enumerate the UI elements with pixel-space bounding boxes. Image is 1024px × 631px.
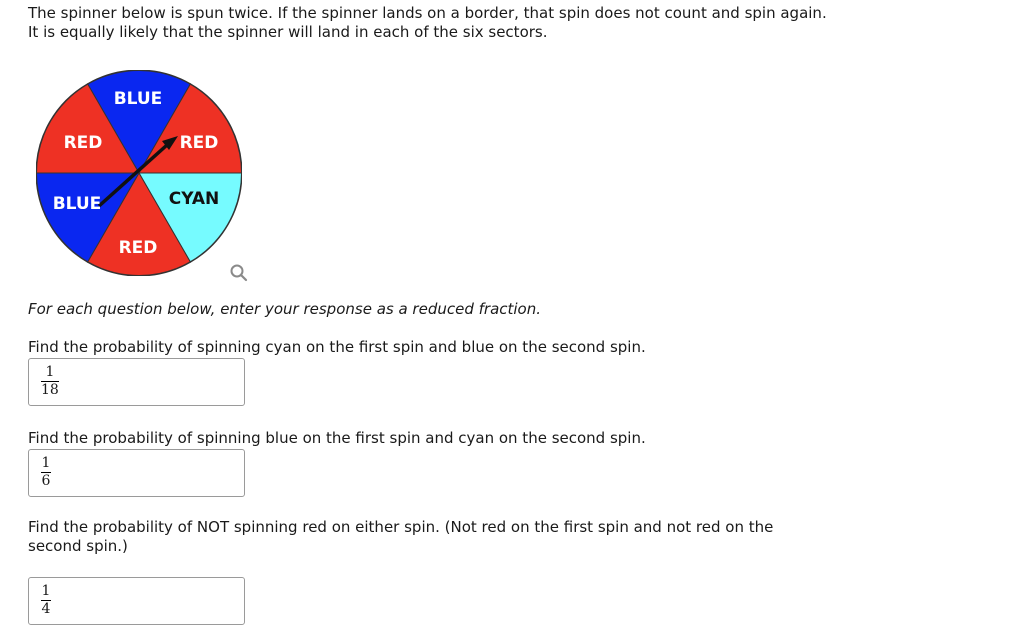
problem-intro xyxy=(28,4,827,42)
answer-fraction-2 xyxy=(41,456,51,489)
sector-label-red-upper-left: RED xyxy=(63,133,103,153)
sector-label-blue-left: BLUE xyxy=(52,194,102,214)
sector-label-blue-top: BLUE xyxy=(113,89,163,109)
answer-2-numerator: 1 xyxy=(41,455,51,471)
intro-line-2: It is equally likely that the spinner will land in each of the six sectors. xyxy=(28,23,548,41)
answer-fraction-3 xyxy=(41,584,51,617)
answer-fraction-1 xyxy=(41,365,59,398)
sector-label-cyan: CYAN xyxy=(168,189,220,209)
question-3-text: Find the probability of NOT spinning red on either spin. (Not red on the first spin and not red on the second spin.) xyxy=(28,518,774,555)
answer-2-denominator: 6 xyxy=(41,473,51,489)
answer-input-2[interactable] xyxy=(28,449,245,497)
answer-3-denominator: 4 xyxy=(41,601,51,617)
question-1-text: Find the probability of spinning cyan on the first spin and blue on the second spin. xyxy=(28,338,646,356)
instruction-text: For each question below, enter your response as a reduced fraction. xyxy=(28,300,542,318)
intro-line-1: The spinner below is spun twice. If the spinner lands on a border, that spin does not count and spin again. xyxy=(28,4,827,22)
answer-input-3[interactable] xyxy=(28,577,245,625)
spinner-wheel xyxy=(36,70,242,276)
answer-1-numerator: 1 xyxy=(45,364,55,380)
sector-label-red-upper-right: RED xyxy=(179,133,219,153)
answer-3-numerator: 1 xyxy=(41,583,51,599)
magnifier-icon[interactable] xyxy=(228,262,250,284)
answer-input-1[interactable] xyxy=(28,358,245,406)
question-2-text: Find the probability of spinning blue on the first spin and cyan on the second spin. xyxy=(28,429,646,447)
sector-label-red-bottom: RED xyxy=(118,238,158,258)
answer-1-denominator: 18 xyxy=(41,382,59,398)
